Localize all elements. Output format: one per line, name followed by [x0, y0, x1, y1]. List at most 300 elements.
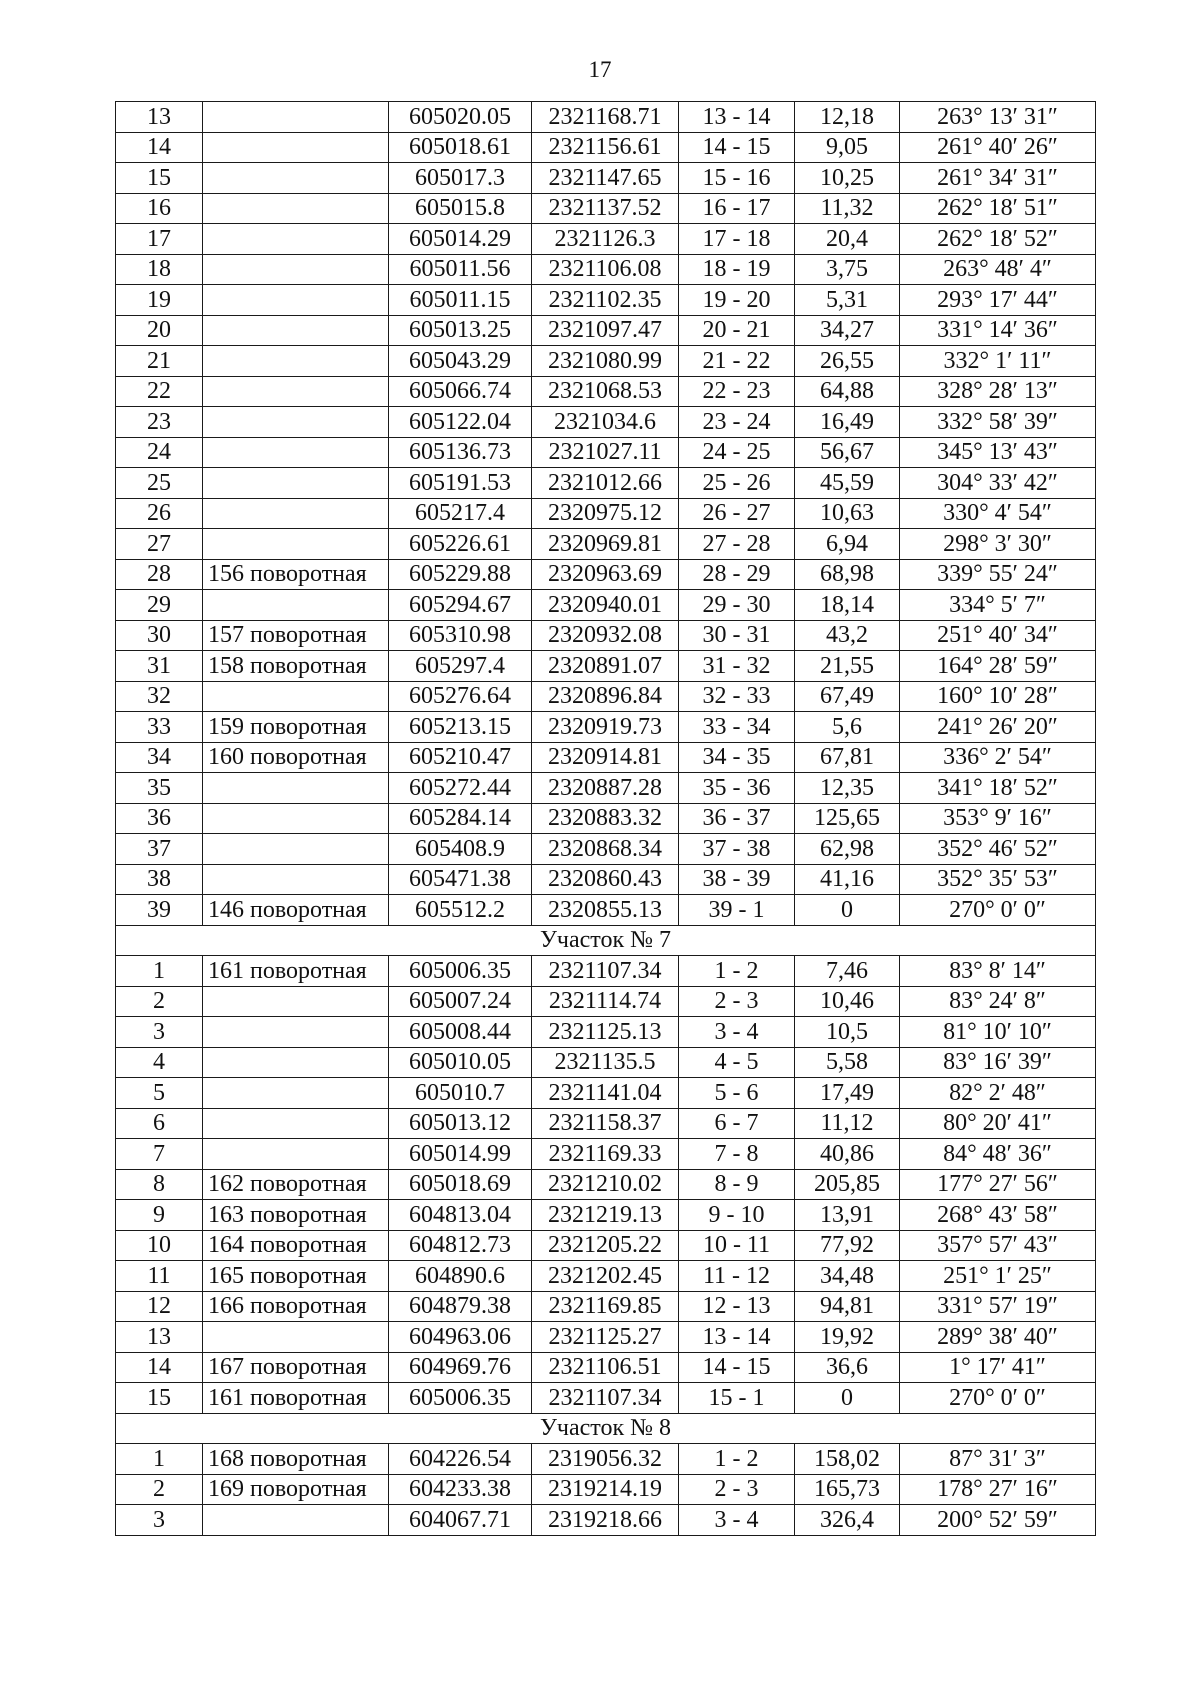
point-number-cell: 35: [116, 773, 203, 804]
point-type-cell: 158 поворотная: [203, 651, 389, 682]
point-type-cell: [203, 803, 389, 834]
point-number-cell: 8: [116, 1169, 203, 1200]
table-row: [116, 1505, 1096, 1536]
bearing-cell: 1° 17′ 41″: [900, 1352, 1096, 1383]
segment-cell: 16 - 17: [679, 193, 795, 224]
length-cell: 56,67: [795, 437, 900, 468]
x-coordinate-cell: 605008.44: [389, 1017, 532, 1048]
segment-cell: 15 - 1: [679, 1383, 795, 1414]
point-type-cell: [203, 498, 389, 529]
point-number-cell: 13: [116, 102, 203, 133]
y-coordinate-cell: 2321080.99: [532, 346, 679, 377]
bearing-cell: 251° 40′ 34″: [900, 620, 1096, 651]
bearing-cell: 164° 28′ 59″: [900, 651, 1096, 682]
bearing-cell: 298° 3′ 30″: [900, 529, 1096, 560]
table-row: [116, 712, 1096, 743]
point-number-cell: 37: [116, 834, 203, 865]
segment-cell: 12 - 13: [679, 1291, 795, 1322]
y-coordinate-cell: 2321147.65: [532, 163, 679, 194]
bearing-cell: 263° 13′ 31″: [900, 102, 1096, 133]
point-type-cell: [203, 1108, 389, 1139]
table-row: [116, 407, 1096, 438]
length-cell: 158,02: [795, 1444, 900, 1475]
bearing-cell: 331° 14′ 36″: [900, 315, 1096, 346]
point-number-cell: 24: [116, 437, 203, 468]
point-type-cell: 146 поворотная: [203, 895, 389, 926]
section-title: Участок № 8: [116, 1413, 1096, 1444]
point-type-cell: [203, 986, 389, 1017]
table-row: [116, 254, 1096, 285]
point-number-cell: 15: [116, 1383, 203, 1414]
point-number-cell: 2: [116, 986, 203, 1017]
y-coordinate-cell: 2321102.35: [532, 285, 679, 316]
y-coordinate-cell: 2321027.11: [532, 437, 679, 468]
point-number-cell: 10: [116, 1230, 203, 1261]
length-cell: 64,88: [795, 376, 900, 407]
point-type-cell: [203, 132, 389, 163]
x-coordinate-cell: 605013.12: [389, 1108, 532, 1139]
length-cell: 67,49: [795, 681, 900, 712]
point-number-cell: 3: [116, 1017, 203, 1048]
table-row: [116, 132, 1096, 163]
x-coordinate-cell: 604879.38: [389, 1291, 532, 1322]
segment-cell: 9 - 10: [679, 1200, 795, 1231]
table-row: [116, 803, 1096, 834]
point-number-cell: 14: [116, 1352, 203, 1383]
point-number-cell: 5: [116, 1078, 203, 1109]
table-row: [116, 681, 1096, 712]
y-coordinate-cell: 2321210.02: [532, 1169, 679, 1200]
table-row: [116, 1322, 1096, 1353]
bearing-cell: 200° 52′ 59″: [900, 1505, 1096, 1536]
x-coordinate-cell: 605066.74: [389, 376, 532, 407]
point-number-cell: 23: [116, 407, 203, 438]
length-cell: 67,81: [795, 742, 900, 773]
point-type-cell: [203, 163, 389, 194]
y-coordinate-cell: 2321141.04: [532, 1078, 679, 1109]
point-type-cell: [203, 1078, 389, 1109]
length-cell: 205,85: [795, 1169, 900, 1200]
length-cell: 125,65: [795, 803, 900, 834]
x-coordinate-cell: 605276.64: [389, 681, 532, 712]
segment-cell: 30 - 31: [679, 620, 795, 651]
table-row: [116, 773, 1096, 804]
bearing-cell: 353° 9′ 16″: [900, 803, 1096, 834]
segment-cell: 21 - 22: [679, 346, 795, 377]
x-coordinate-cell: 605217.4: [389, 498, 532, 529]
y-coordinate-cell: 2320868.34: [532, 834, 679, 865]
bearing-cell: 84° 48′ 36″: [900, 1139, 1096, 1170]
y-coordinate-cell: 2321202.45: [532, 1261, 679, 1292]
bearing-cell: 339° 55′ 24″: [900, 559, 1096, 590]
x-coordinate-cell: 604963.06: [389, 1322, 532, 1353]
bearing-cell: 328° 28′ 13″: [900, 376, 1096, 407]
x-coordinate-cell: 605310.98: [389, 620, 532, 651]
y-coordinate-cell: 2320963.69: [532, 559, 679, 590]
point-type-cell: [203, 468, 389, 499]
point-type-cell: [203, 1047, 389, 1078]
table-row: [116, 1383, 1096, 1414]
bearing-cell: 82° 2′ 48″: [900, 1078, 1096, 1109]
table-row: [116, 193, 1096, 224]
point-number-cell: 34: [116, 742, 203, 773]
segment-cell: 26 - 27: [679, 498, 795, 529]
point-number-cell: 16: [116, 193, 203, 224]
segment-cell: 20 - 21: [679, 315, 795, 346]
length-cell: 5,31: [795, 285, 900, 316]
x-coordinate-cell: 605297.4: [389, 651, 532, 682]
point-type-cell: [203, 224, 389, 255]
segment-cell: 2 - 3: [679, 986, 795, 1017]
segment-cell: 39 - 1: [679, 895, 795, 926]
segment-cell: 13 - 14: [679, 102, 795, 133]
segment-cell: 17 - 18: [679, 224, 795, 255]
x-coordinate-cell: 605018.61: [389, 132, 532, 163]
bearing-cell: 331° 57′ 19″: [900, 1291, 1096, 1322]
bearing-cell: 83° 24′ 8″: [900, 986, 1096, 1017]
table-row: [116, 1017, 1096, 1048]
segment-cell: 36 - 37: [679, 803, 795, 834]
table-row: [116, 1139, 1096, 1170]
x-coordinate-cell: 605017.3: [389, 163, 532, 194]
length-cell: 77,92: [795, 1230, 900, 1261]
point-number-cell: 9: [116, 1200, 203, 1231]
y-coordinate-cell: 2321125.13: [532, 1017, 679, 1048]
x-coordinate-cell: 605284.14: [389, 803, 532, 834]
x-coordinate-cell: 604226.54: [389, 1444, 532, 1475]
length-cell: 10,25: [795, 163, 900, 194]
table-row: [116, 895, 1096, 926]
segment-cell: 29 - 30: [679, 590, 795, 621]
table-row: [116, 224, 1096, 255]
point-type-cell: [203, 1505, 389, 1536]
length-cell: 10,5: [795, 1017, 900, 1048]
point-number-cell: 26: [116, 498, 203, 529]
segment-cell: 2 - 3: [679, 1474, 795, 1505]
point-number-cell: 25: [116, 468, 203, 499]
y-coordinate-cell: 2321106.08: [532, 254, 679, 285]
point-type-cell: [203, 834, 389, 865]
length-cell: 34,27: [795, 315, 900, 346]
y-coordinate-cell: 2320887.28: [532, 773, 679, 804]
bearing-cell: 268° 43′ 58″: [900, 1200, 1096, 1231]
length-cell: 21,55: [795, 651, 900, 682]
segment-cell: 19 - 20: [679, 285, 795, 316]
length-cell: 18,14: [795, 590, 900, 621]
x-coordinate-cell: 605006.35: [389, 1383, 532, 1414]
y-coordinate-cell: 2320932.08: [532, 620, 679, 651]
point-type-cell: [203, 1017, 389, 1048]
segment-cell: 25 - 26: [679, 468, 795, 499]
y-coordinate-cell: 2320975.12: [532, 498, 679, 529]
point-type-cell: [203, 1322, 389, 1353]
bearing-cell: 241° 26′ 20″: [900, 712, 1096, 743]
y-coordinate-cell: 2321068.53: [532, 376, 679, 407]
length-cell: 11,12: [795, 1108, 900, 1139]
point-type-cell: 157 поворотная: [203, 620, 389, 651]
length-cell: 26,55: [795, 346, 900, 377]
point-number-cell: 17: [116, 224, 203, 255]
bearing-cell: 334° 5′ 7″: [900, 590, 1096, 621]
segment-cell: 1 - 2: [679, 956, 795, 987]
x-coordinate-cell: 605512.2: [389, 895, 532, 926]
point-type-cell: [203, 407, 389, 438]
x-coordinate-cell: 604067.71: [389, 1505, 532, 1536]
point-number-cell: 30: [116, 620, 203, 651]
segment-cell: 14 - 15: [679, 1352, 795, 1383]
point-number-cell: 3: [116, 1505, 203, 1536]
point-type-cell: 161 поворотная: [203, 956, 389, 987]
x-coordinate-cell: 605136.73: [389, 437, 532, 468]
x-coordinate-cell: 605272.44: [389, 773, 532, 804]
y-coordinate-cell: 2321137.52: [532, 193, 679, 224]
x-coordinate-cell: 605213.15: [389, 712, 532, 743]
y-coordinate-cell: 2321169.33: [532, 1139, 679, 1170]
y-coordinate-cell: 2321135.5: [532, 1047, 679, 1078]
bearing-cell: 261° 40′ 26″: [900, 132, 1096, 163]
point-number-cell: 18: [116, 254, 203, 285]
point-type-cell: 166 поворотная: [203, 1291, 389, 1322]
table-row: [116, 1291, 1096, 1322]
point-type-cell: 169 поворотная: [203, 1474, 389, 1505]
table-row: [116, 285, 1096, 316]
bearing-cell: 330° 4′ 54″: [900, 498, 1096, 529]
y-coordinate-cell: 2320914.81: [532, 742, 679, 773]
y-coordinate-cell: 2321125.27: [532, 1322, 679, 1353]
bearing-cell: 345° 13′ 43″: [900, 437, 1096, 468]
bearing-cell: 270° 0′ 0″: [900, 1383, 1096, 1414]
point-number-cell: 36: [116, 803, 203, 834]
y-coordinate-cell: 2320896.84: [532, 681, 679, 712]
y-coordinate-cell: 2321107.34: [532, 1383, 679, 1414]
segment-cell: 35 - 36: [679, 773, 795, 804]
point-number-cell: 33: [116, 712, 203, 743]
bearing-cell: 263° 48′ 4″: [900, 254, 1096, 285]
point-number-cell: 19: [116, 285, 203, 316]
segment-cell: 27 - 28: [679, 529, 795, 560]
length-cell: 13,91: [795, 1200, 900, 1231]
point-type-cell: [203, 376, 389, 407]
point-number-cell: 7: [116, 1139, 203, 1170]
point-number-cell: 28: [116, 559, 203, 590]
point-type-cell: 164 поворотная: [203, 1230, 389, 1261]
point-number-cell: 39: [116, 895, 203, 926]
x-coordinate-cell: 605015.8: [389, 193, 532, 224]
table-row: [116, 1444, 1096, 1475]
x-coordinate-cell: 605007.24: [389, 986, 532, 1017]
table-row: [116, 986, 1096, 1017]
length-cell: 34,48: [795, 1261, 900, 1292]
table-row: [116, 559, 1096, 590]
length-cell: 11,32: [795, 193, 900, 224]
bearing-cell: 336° 2′ 54″: [900, 742, 1096, 773]
length-cell: 5,6: [795, 712, 900, 743]
point-type-cell: [203, 864, 389, 895]
x-coordinate-cell: 605020.05: [389, 102, 532, 133]
x-coordinate-cell: 604969.76: [389, 1352, 532, 1383]
section-title: Участок № 7: [116, 925, 1096, 956]
point-type-cell: [203, 315, 389, 346]
y-coordinate-cell: 2321219.13: [532, 1200, 679, 1231]
table-row: [116, 864, 1096, 895]
x-coordinate-cell: 605018.69: [389, 1169, 532, 1200]
point-number-cell: 21: [116, 346, 203, 377]
y-coordinate-cell: 2321156.61: [532, 132, 679, 163]
table-row: [116, 620, 1096, 651]
y-coordinate-cell: 2319056.32: [532, 1444, 679, 1475]
table-row: [116, 376, 1096, 407]
point-type-cell: 163 поворотная: [203, 1200, 389, 1231]
point-number-cell: 1: [116, 1444, 203, 1475]
length-cell: 16,49: [795, 407, 900, 438]
bearing-cell: 262° 18′ 52″: [900, 224, 1096, 255]
segment-cell: 11 - 12: [679, 1261, 795, 1292]
length-cell: 20,4: [795, 224, 900, 255]
point-number-cell: 27: [116, 529, 203, 560]
length-cell: 10,46: [795, 986, 900, 1017]
point-number-cell: 13: [116, 1322, 203, 1353]
length-cell: 7,46: [795, 956, 900, 987]
y-coordinate-cell: 2320919.73: [532, 712, 679, 743]
length-cell: 40,86: [795, 1139, 900, 1170]
y-coordinate-cell: 2321158.37: [532, 1108, 679, 1139]
x-coordinate-cell: 605191.53: [389, 468, 532, 499]
point-type-cell: [203, 1139, 389, 1170]
y-coordinate-cell: 2321205.22: [532, 1230, 679, 1261]
y-coordinate-cell: 2320891.07: [532, 651, 679, 682]
x-coordinate-cell: 604233.38: [389, 1474, 532, 1505]
segment-cell: 3 - 4: [679, 1505, 795, 1536]
bearing-cell: 332° 58′ 39″: [900, 407, 1096, 438]
point-number-cell: 4: [116, 1047, 203, 1078]
bearing-cell: 87° 31′ 3″: [900, 1444, 1096, 1475]
segment-cell: 8 - 9: [679, 1169, 795, 1200]
table-row: [116, 1169, 1096, 1200]
point-type-cell: [203, 285, 389, 316]
x-coordinate-cell: 605011.15: [389, 285, 532, 316]
point-number-cell: 32: [116, 681, 203, 712]
segment-cell: 3 - 4: [679, 1017, 795, 1048]
y-coordinate-cell: 2320855.13: [532, 895, 679, 926]
point-type-cell: [203, 346, 389, 377]
segment-cell: 22 - 23: [679, 376, 795, 407]
bearing-cell: 262° 18′ 51″: [900, 193, 1096, 224]
y-coordinate-cell: 2321169.85: [532, 1291, 679, 1322]
bearing-cell: 177° 27′ 56″: [900, 1169, 1096, 1200]
point-type-cell: [203, 254, 389, 285]
x-coordinate-cell: 605210.47: [389, 742, 532, 773]
y-coordinate-cell: 2321168.71: [532, 102, 679, 133]
table-row: [116, 1261, 1096, 1292]
point-type-cell: [203, 773, 389, 804]
table-row: [116, 529, 1096, 560]
length-cell: 3,75: [795, 254, 900, 285]
bearing-cell: 293° 17′ 44″: [900, 285, 1096, 316]
point-number-cell: 22: [116, 376, 203, 407]
point-number-cell: 6: [116, 1108, 203, 1139]
segment-cell: 38 - 39: [679, 864, 795, 895]
table-row: [116, 163, 1096, 194]
point-type-cell: [203, 102, 389, 133]
length-cell: 326,4: [795, 1505, 900, 1536]
x-coordinate-cell: 604812.73: [389, 1230, 532, 1261]
segment-cell: 1 - 2: [679, 1444, 795, 1475]
point-number-cell: 11: [116, 1261, 203, 1292]
bearing-cell: 352° 46′ 52″: [900, 834, 1096, 865]
point-type-cell: 160 поворотная: [203, 742, 389, 773]
segment-cell: 24 - 25: [679, 437, 795, 468]
segment-cell: 18 - 19: [679, 254, 795, 285]
y-coordinate-cell: 2321114.74: [532, 986, 679, 1017]
y-coordinate-cell: 2321034.6: [532, 407, 679, 438]
table-row: [116, 834, 1096, 865]
y-coordinate-cell: 2321126.3: [532, 224, 679, 255]
length-cell: 12,35: [795, 773, 900, 804]
length-cell: 10,63: [795, 498, 900, 529]
bearing-cell: 83° 8′ 14″: [900, 956, 1096, 987]
y-coordinate-cell: 2321097.47: [532, 315, 679, 346]
segment-cell: 15 - 16: [679, 163, 795, 194]
point-type-cell: 167 поворотная: [203, 1352, 389, 1383]
table-row: [116, 1047, 1096, 1078]
table-row: [116, 590, 1096, 621]
x-coordinate-cell: 605011.56: [389, 254, 532, 285]
y-coordinate-cell: 2321106.51: [532, 1352, 679, 1383]
table-row: [116, 1474, 1096, 1505]
point-number-cell: 15: [116, 163, 203, 194]
length-cell: 9,05: [795, 132, 900, 163]
x-coordinate-cell: 605014.29: [389, 224, 532, 255]
segment-cell: 33 - 34: [679, 712, 795, 743]
x-coordinate-cell: 605294.67: [389, 590, 532, 621]
x-coordinate-cell: 605010.7: [389, 1078, 532, 1109]
table-row: [116, 1078, 1096, 1109]
point-number-cell: 2: [116, 1474, 203, 1505]
segment-cell: 31 - 32: [679, 651, 795, 682]
segment-cell: 7 - 8: [679, 1139, 795, 1170]
segment-cell: 13 - 14: [679, 1322, 795, 1353]
bearing-cell: 352° 35′ 53″: [900, 864, 1096, 895]
segment-cell: 23 - 24: [679, 407, 795, 438]
segment-cell: 6 - 7: [679, 1108, 795, 1139]
point-type-cell: 168 поворотная: [203, 1444, 389, 1475]
point-type-cell: 161 поворотная: [203, 1383, 389, 1414]
bearing-cell: 270° 0′ 0″: [900, 895, 1096, 926]
point-type-cell: [203, 529, 389, 560]
page-number: 17: [588, 57, 612, 82]
point-number-cell: 20: [116, 315, 203, 346]
bearing-cell: 160° 10′ 28″: [900, 681, 1096, 712]
y-coordinate-cell: 2320969.81: [532, 529, 679, 560]
bearing-cell: 289° 38′ 40″: [900, 1322, 1096, 1353]
table-row: [116, 956, 1096, 987]
x-coordinate-cell: 605229.88: [389, 559, 532, 590]
segment-cell: 5 - 6: [679, 1078, 795, 1109]
bearing-cell: 80° 20′ 41″: [900, 1108, 1096, 1139]
point-number-cell: 29: [116, 590, 203, 621]
length-cell: 68,98: [795, 559, 900, 590]
point-type-cell: [203, 681, 389, 712]
segment-cell: 37 - 38: [679, 834, 795, 865]
x-coordinate-cell: 605408.9: [389, 834, 532, 865]
length-cell: 6,94: [795, 529, 900, 560]
table-row: [116, 468, 1096, 499]
length-cell: 41,16: [795, 864, 900, 895]
table-body: [116, 102, 1096, 1536]
length-cell: 19,92: [795, 1322, 900, 1353]
x-coordinate-cell: 605006.35: [389, 956, 532, 987]
point-type-cell: 159 поворотная: [203, 712, 389, 743]
